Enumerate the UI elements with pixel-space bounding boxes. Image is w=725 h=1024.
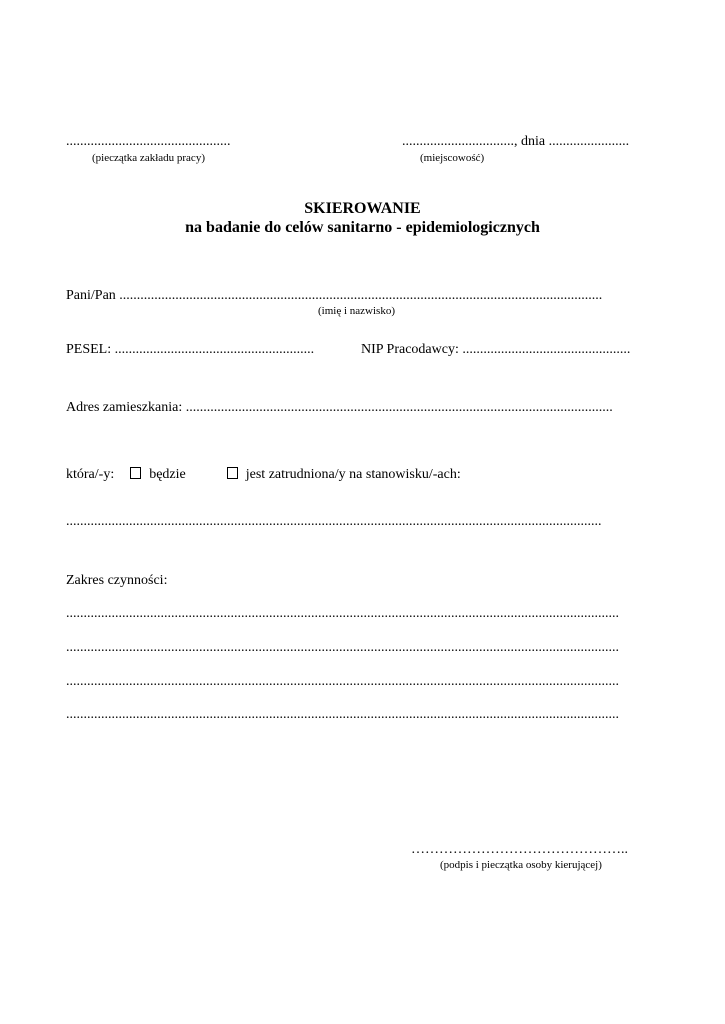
signature-caption: (podpis i pieczątka osoby kierującej) xyxy=(440,859,602,871)
nip-field: NIP Pracodawcy: ................................................ xyxy=(361,342,631,357)
employment-status-row xyxy=(66,467,461,483)
stamp-line: ............................................... xyxy=(66,134,231,149)
scope-line-3: .............................................................................................................................................................. xyxy=(66,674,619,689)
who-label: która/-y: xyxy=(66,467,115,482)
name-caption: (imię i nazwisko) xyxy=(318,305,395,317)
scope-line-1: .............................................................................................................................................................. xyxy=(66,606,619,621)
place-date-line: ................................, dnia ....................... xyxy=(402,134,630,149)
stamp-caption: (pieczątka zakładu pracy) xyxy=(92,152,205,164)
pesel-field: PESEL: ......................................................... xyxy=(66,342,315,357)
signature-line: ……………………………………….. xyxy=(411,842,628,857)
name-field: Pani/Pan .......................................................................................................................................... xyxy=(66,288,603,303)
option-zatrudniona-checkbox[interactable] xyxy=(227,467,238,479)
option-zatrudniona-label: jest zatrudniona/y na stanowisku/-ach: xyxy=(245,467,461,482)
scope-line-4: .............................................................................................................................................................. xyxy=(66,707,619,722)
position-field: ......................................................................................................................................................... xyxy=(66,514,602,529)
option-bedzie-checkbox[interactable] xyxy=(130,467,141,479)
document-title: SKIEROWANIE xyxy=(304,200,421,217)
option-bedzie-label: będzie xyxy=(149,467,186,482)
document-subtitle: na badanie do celów sanitarno - epidemiologicznych xyxy=(185,219,540,236)
place-caption: (miejscowość) xyxy=(420,152,485,164)
address-field: Adres zamieszkania: .......................................................................................................................... xyxy=(66,400,613,415)
scope-line-2: .............................................................................................................................................................. xyxy=(66,640,619,655)
scope-label: Zakres czynności: xyxy=(66,573,168,588)
